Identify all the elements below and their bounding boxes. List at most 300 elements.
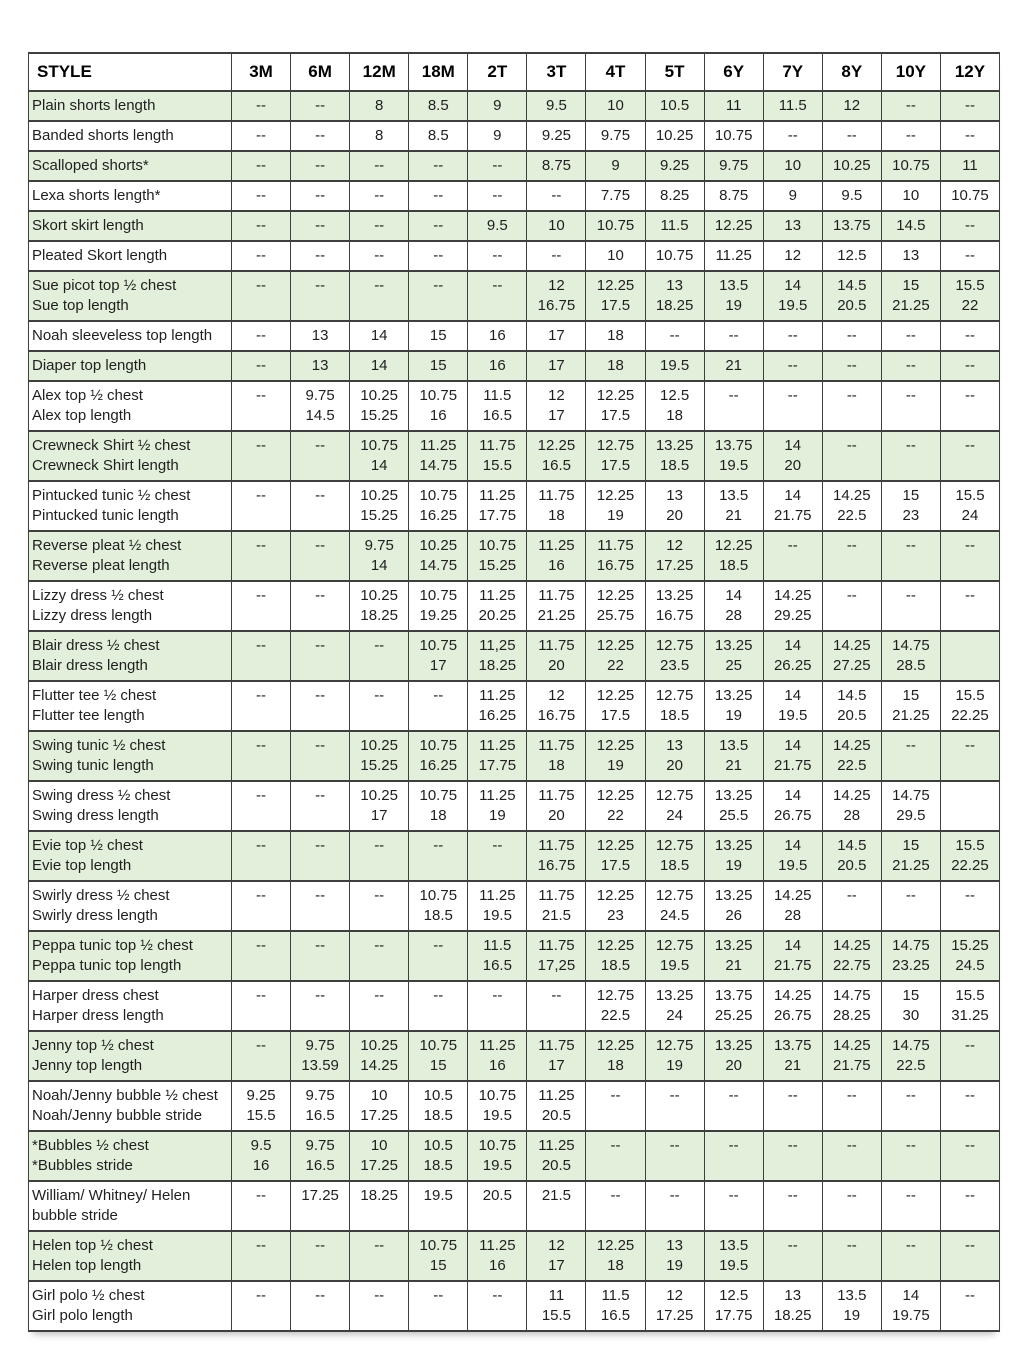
measurement-value: 10.75 (596, 217, 635, 234)
measurement-cell (645, 481, 704, 531)
measurement-value: -- (256, 487, 267, 504)
measurement-value: 15 (429, 1257, 447, 1274)
measurement-cell (291, 1281, 350, 1331)
measurement-value: 19.5 (778, 707, 808, 724)
measurement-value: -- (905, 1137, 916, 1154)
measurement-cell (940, 351, 999, 381)
measurement-cell (409, 271, 468, 321)
measurement-cell (822, 151, 881, 181)
measurement-value: 14 (784, 737, 802, 754)
measurement-cell (881, 211, 940, 241)
style-label-line: Jenny top length (32, 1057, 143, 1074)
measurement-value: 28 (784, 907, 802, 924)
measurement-value: 20.25 (478, 607, 517, 624)
measurement-cell (881, 1231, 940, 1281)
measurement-cell (232, 731, 291, 781)
measurement-cell (232, 1281, 291, 1331)
measurement-value: 22.5 (837, 757, 867, 774)
measurement-value: 19.25 (419, 607, 458, 624)
measurement-value: 18.25 (360, 607, 398, 624)
measurement-cell (704, 1181, 763, 1231)
style-label-line: Plain shorts length (32, 97, 156, 114)
measurement-value: 12.25 (596, 1237, 635, 1254)
measurement-value: 13.5 (837, 1287, 867, 1304)
table-row (29, 91, 1000, 121)
measurement-cell (232, 631, 291, 681)
style-label-cell (29, 631, 232, 681)
measurement-value: 13.25 (655, 587, 694, 604)
measurement-value: 13.75 (833, 217, 871, 234)
measurement-value: 13 (666, 487, 683, 504)
measurement-cell (527, 1231, 586, 1281)
measurement-cell (527, 241, 586, 271)
measurement-value: 11.75 (538, 787, 575, 804)
measurement-cell (468, 151, 527, 181)
measurement-value: 13.59 (301, 1057, 339, 1074)
measurement-value: 17.5 (600, 407, 631, 424)
measurement-value: 9.75 (305, 1087, 335, 1104)
measurement-cell (586, 1081, 645, 1131)
measurement-value: -- (256, 357, 267, 374)
measurement-cell (940, 981, 999, 1031)
measurement-value: -- (374, 247, 385, 264)
measurement-value: 11.75 (538, 937, 575, 954)
measurement-value: 12.25 (596, 787, 635, 804)
measurement-value: -- (610, 1087, 621, 1104)
measurement-cell (940, 1131, 999, 1181)
style-label-line: Banded shorts length (32, 127, 174, 144)
measurement-value: 9 (611, 157, 620, 174)
measurement-cell (704, 881, 763, 931)
measurement-value: 9.25 (659, 157, 690, 174)
measurement-value: 12.25 (596, 587, 635, 604)
measurement-cell (586, 351, 645, 381)
measurement-cell (822, 121, 881, 151)
measurement-value: 23 (607, 907, 624, 924)
measurement-cell (291, 981, 350, 1031)
table-row (29, 1031, 1000, 1081)
measurement-value: 18.5 (719, 557, 749, 574)
measurement-value: 17 (548, 357, 565, 374)
measurement-cell (763, 321, 822, 351)
measurement-cell (940, 1081, 999, 1131)
measurement-cell (704, 781, 763, 831)
measurement-value: 21.5 (541, 1187, 572, 1204)
measurement-value: -- (256, 1287, 267, 1304)
measurement-value: 16.75 (537, 707, 576, 724)
measurement-cell (881, 931, 940, 981)
measurement-value: 11.5 (601, 1287, 630, 1304)
measurement-value: -- (433, 157, 444, 174)
measurement-value: -- (315, 247, 326, 264)
measurement-value: -- (315, 537, 326, 554)
size-chart-body (29, 91, 1000, 1331)
measurement-value: -- (374, 637, 385, 654)
measurement-cell (822, 1281, 881, 1331)
measurement-value: 17.5 (600, 707, 631, 724)
measurement-value: 20 (784, 457, 802, 474)
measurement-cell (409, 1231, 468, 1281)
measurement-cell (409, 91, 468, 121)
measurement-cell (409, 321, 468, 351)
measurement-value: -- (492, 837, 503, 854)
measurement-value: -- (374, 277, 385, 294)
measurement-cell (940, 1231, 999, 1281)
measurement-cell (645, 431, 704, 481)
measurement-value: 14.25 (833, 937, 871, 954)
measurement-value: -- (433, 247, 444, 264)
measurement-cell (881, 241, 940, 271)
measurement-cell (350, 181, 409, 211)
measurement-value: -- (964, 1187, 975, 1204)
measurement-value: -- (315, 1237, 326, 1254)
measurement-cell (527, 631, 586, 681)
measurement-value: 15 (902, 837, 920, 854)
measurement-value: 15.5 (955, 837, 985, 854)
measurement-cell (822, 481, 881, 531)
measurement-value: -- (964, 737, 975, 754)
measurement-value: 17.25 (655, 557, 694, 574)
measurement-cell (763, 211, 822, 241)
measurement-cell (468, 211, 527, 241)
column-header-18m: 18M (409, 53, 468, 91)
measurement-value: 22.5 (837, 507, 867, 524)
style-label-line: Alex top length (32, 407, 132, 424)
measurement-cell (468, 91, 527, 121)
measurement-value: 10.5 (423, 1137, 453, 1154)
measurement-cell (232, 91, 291, 121)
measurement-value: 23.5 (659, 657, 690, 674)
measurement-value: -- (256, 737, 267, 754)
measurement-value: 13.25 (714, 637, 753, 654)
measurement-cell (291, 531, 350, 581)
measurement-cell (881, 481, 940, 531)
measurement-value: 15.5 (541, 1307, 572, 1324)
measurement-value: 17 (548, 1257, 565, 1274)
measurement-value: 8.75 (541, 157, 572, 174)
measurement-value: 21 (725, 957, 742, 974)
measurement-cell (822, 381, 881, 431)
measurement-value: 18 (607, 327, 624, 344)
measurement-cell (822, 91, 881, 121)
measurement-cell (763, 631, 822, 681)
measurement-value: -- (315, 187, 326, 204)
measurement-value: 26.25 (773, 657, 812, 674)
measurement-value: 24 (961, 507, 979, 524)
measurement-value: 15.5 (955, 687, 985, 704)
measurement-cell (232, 321, 291, 351)
measurement-value: 12.75 (655, 787, 694, 804)
measurement-cell (645, 831, 704, 881)
style-label-line: Flutter tee ½ chest (32, 687, 157, 704)
measurement-cell (291, 121, 350, 151)
measurement-cell (822, 831, 881, 881)
measurement-value: 12 (666, 1287, 683, 1304)
measurement-cell (291, 731, 350, 781)
measurement-value: 15 (902, 487, 920, 504)
measurement-value: 19.5 (778, 297, 808, 314)
measurement-value: -- (787, 1137, 798, 1154)
measurement-value (944, 786, 996, 806)
measurement-value: 11.75 (538, 1037, 575, 1054)
measurement-cell (822, 271, 881, 321)
measurement-cell (586, 931, 645, 981)
measurement-value: 19.5 (423, 1187, 453, 1204)
measurement-cell (763, 581, 822, 631)
measurement-value: 10 (902, 187, 920, 204)
measurement-value: 14.75 (419, 457, 458, 474)
measurement-value: 14.75 (892, 1037, 930, 1054)
measurement-cell (940, 241, 999, 271)
measurement-value: 16.25 (419, 507, 458, 524)
measurement-cell (881, 581, 940, 631)
measurement-value: -- (256, 217, 267, 234)
measurement-cell (940, 151, 999, 181)
measurement-value: 12 (548, 687, 565, 704)
measurement-cell (881, 1131, 940, 1181)
style-label-cell (29, 271, 232, 321)
measurement-value: -- (964, 537, 975, 554)
measurement-value: 17 (429, 657, 447, 674)
measurement-value: 14 (784, 837, 802, 854)
style-label-line: Pleated Skort length (32, 247, 168, 264)
measurement-value: 10 (607, 247, 624, 264)
measurement-cell (409, 121, 468, 151)
measurement-value: 12.75 (655, 837, 694, 854)
measurement-cell (645, 181, 704, 211)
measurement-value: 19.5 (659, 357, 690, 374)
measurement-value: 9.75 (719, 157, 749, 174)
measurement-cell (645, 91, 704, 121)
measurement-value: 18 (666, 407, 683, 424)
style-label-cell (29, 1131, 232, 1181)
table-row (29, 981, 1000, 1031)
measurement-value: 12 (548, 277, 565, 294)
measurement-value: -- (905, 1237, 916, 1254)
measurement-cell (822, 211, 881, 241)
measurement-value: -- (787, 327, 798, 344)
measurement-value: 10.25 (419, 537, 458, 554)
measurement-cell (409, 781, 468, 831)
measurement-cell (822, 241, 881, 271)
measurement-cell (232, 1131, 291, 1181)
measurement-value: -- (964, 217, 975, 234)
measurement-cell (468, 1031, 527, 1081)
style-label-line: Reverse pleat length (32, 557, 170, 574)
measurement-cell (940, 321, 999, 351)
measurement-value: 16.75 (537, 857, 576, 874)
measurement-value: -- (964, 1037, 975, 1054)
style-label-cell (29, 531, 232, 581)
column-header-6m: 6M (291, 53, 350, 91)
style-label-line: Flutter tee length (32, 707, 145, 724)
measurement-value: 10.25 (360, 587, 398, 604)
measurement-value: 14 (370, 557, 388, 574)
measurement-cell (940, 121, 999, 151)
size-chart-table (28, 52, 1000, 1332)
measurement-value: 12.25 (596, 887, 635, 904)
measurement-value: 20.5 (837, 297, 867, 314)
measurement-value: -- (492, 987, 503, 1004)
measurement-cell (940, 1281, 999, 1331)
measurement-value: 9 (788, 187, 797, 204)
measurement-value: 10.25 (360, 1037, 398, 1054)
measurement-value: 10.75 (655, 247, 694, 264)
measurement-value: -- (315, 987, 326, 1004)
measurement-value: -- (846, 537, 857, 554)
measurement-value: 16.5 (600, 1307, 631, 1324)
measurement-cell (291, 931, 350, 981)
measurement-value: 13.25 (714, 937, 753, 954)
style-label-line: Evie top ½ chest (32, 837, 143, 854)
measurement-cell (468, 431, 527, 481)
measurement-value: 18 (548, 757, 565, 774)
measurement-value: -- (315, 737, 326, 754)
measurement-value: 16.25 (478, 707, 517, 724)
measurement-value: 21.25 (892, 707, 930, 724)
measurement-cell (881, 1081, 940, 1131)
measurement-cell (763, 481, 822, 531)
table-row (29, 631, 1000, 681)
measurement-value: -- (905, 587, 916, 604)
measurement-value: 16.25 (419, 757, 458, 774)
measurement-value: 28.5 (896, 657, 926, 674)
measurement-value: 9.5 (250, 1137, 272, 1154)
measurement-value: -- (728, 327, 739, 344)
measurement-cell (291, 681, 350, 731)
style-label-line: Sue top length (32, 297, 129, 314)
measurement-value: 14.5 (837, 837, 867, 854)
measurement-value: 21.75 (773, 507, 812, 524)
measurement-value: -- (315, 687, 326, 704)
measurement-cell (586, 881, 645, 931)
measurement-value: 12.25 (596, 487, 635, 504)
measurement-cell (645, 731, 704, 781)
measurement-value: 12.5 (719, 1287, 749, 1304)
measurement-value: -- (315, 937, 326, 954)
measurement-value: 12.75 (655, 887, 694, 904)
measurement-value: -- (315, 787, 326, 804)
measurement-cell (468, 1131, 527, 1181)
measurement-cell (881, 531, 940, 581)
measurement-cell (350, 241, 409, 271)
measurement-value: -- (315, 837, 326, 854)
measurement-cell (881, 631, 940, 681)
measurement-value: 16 (429, 407, 447, 424)
measurement-value: -- (669, 1087, 680, 1104)
style-label-line: Pintucked tunic ½ chest (32, 487, 191, 504)
table-row (29, 121, 1000, 151)
style-label-line: Swing dress length (32, 807, 159, 824)
measurement-value: 19.5 (482, 1157, 512, 1174)
measurement-cell (527, 121, 586, 151)
measurement-value: 17 (548, 327, 565, 344)
measurement-value: 13.75 (714, 987, 753, 1004)
measurement-cell (291, 1131, 350, 1181)
measurement-value: -- (256, 987, 267, 1004)
measurement-cell (940, 181, 999, 211)
measurement-cell (291, 381, 350, 431)
measurement-value: -- (905, 1087, 916, 1104)
measurement-value: 19 (666, 1257, 683, 1274)
measurement-value: -- (374, 937, 385, 954)
measurement-value: 26 (725, 907, 742, 924)
measurement-cell (409, 881, 468, 931)
measurement-cell (940, 1031, 999, 1081)
measurement-value: 10.25 (833, 157, 871, 174)
measurement-value: 13.75 (773, 1037, 812, 1054)
measurement-cell (645, 151, 704, 181)
measurement-cell (940, 271, 999, 321)
measurement-cell (468, 531, 527, 581)
measurement-value: 14.5 (837, 277, 867, 294)
measurement-value: -- (315, 637, 326, 654)
measurement-cell (232, 881, 291, 931)
style-label-line: *Bubbles stride (32, 1157, 133, 1174)
style-label-cell (29, 181, 232, 211)
measurement-value: 19.5 (482, 907, 512, 924)
style-label-line: bubble stride (32, 1207, 118, 1224)
measurement-value: -- (905, 97, 916, 114)
measurement-value: -- (315, 157, 326, 174)
measurement-cell (763, 931, 822, 981)
measurement-cell (291, 481, 350, 531)
measurement-cell (881, 731, 940, 781)
style-label-line: Helen top length (32, 1257, 142, 1274)
measurement-cell (881, 321, 940, 351)
measurement-value: -- (905, 357, 916, 374)
measurement-cell (704, 321, 763, 351)
measurement-cell (409, 681, 468, 731)
style-label-cell (29, 321, 232, 351)
measurement-value: -- (551, 987, 562, 1004)
measurement-cell (468, 581, 527, 631)
measurement-value: 19.5 (482, 1107, 512, 1124)
style-label-line: Sue picot top ½ chest (32, 277, 177, 294)
measurement-cell (645, 781, 704, 831)
measurement-value: -- (315, 127, 326, 144)
measurement-value: -- (256, 277, 267, 294)
measurement-cell (940, 881, 999, 931)
measurement-cell (822, 631, 881, 681)
measurement-cell (940, 211, 999, 241)
measurement-value: 12.25 (596, 687, 635, 704)
measurement-value: 17.75 (714, 1307, 753, 1324)
measurement-value: 14.5 (837, 687, 867, 704)
measurement-value: 11.25 (538, 537, 575, 554)
column-header-7y: 7Y (763, 53, 822, 91)
measurement-value: 31.25 (951, 1007, 989, 1024)
measurement-cell (409, 351, 468, 381)
measurement-value: 14.75 (892, 637, 930, 654)
measurement-cell (232, 241, 291, 271)
measurement-value: 17 (548, 1057, 565, 1074)
measurement-cell (704, 831, 763, 881)
measurement-cell (409, 631, 468, 681)
measurement-cell (291, 1031, 350, 1081)
measurement-value: -- (905, 127, 916, 144)
style-label-line: Noah/Jenny bubble stride (32, 1107, 203, 1124)
measurement-value: 10.75 (478, 1137, 517, 1154)
measurement-cell (350, 731, 409, 781)
measurement-cell (232, 431, 291, 481)
measurement-cell (586, 211, 645, 241)
measurement-cell (350, 381, 409, 431)
measurement-value: 12 (666, 537, 683, 554)
measurement-cell (586, 531, 645, 581)
measurement-value: 25.25 (714, 1007, 753, 1024)
measurement-value: 18.5 (659, 857, 690, 874)
